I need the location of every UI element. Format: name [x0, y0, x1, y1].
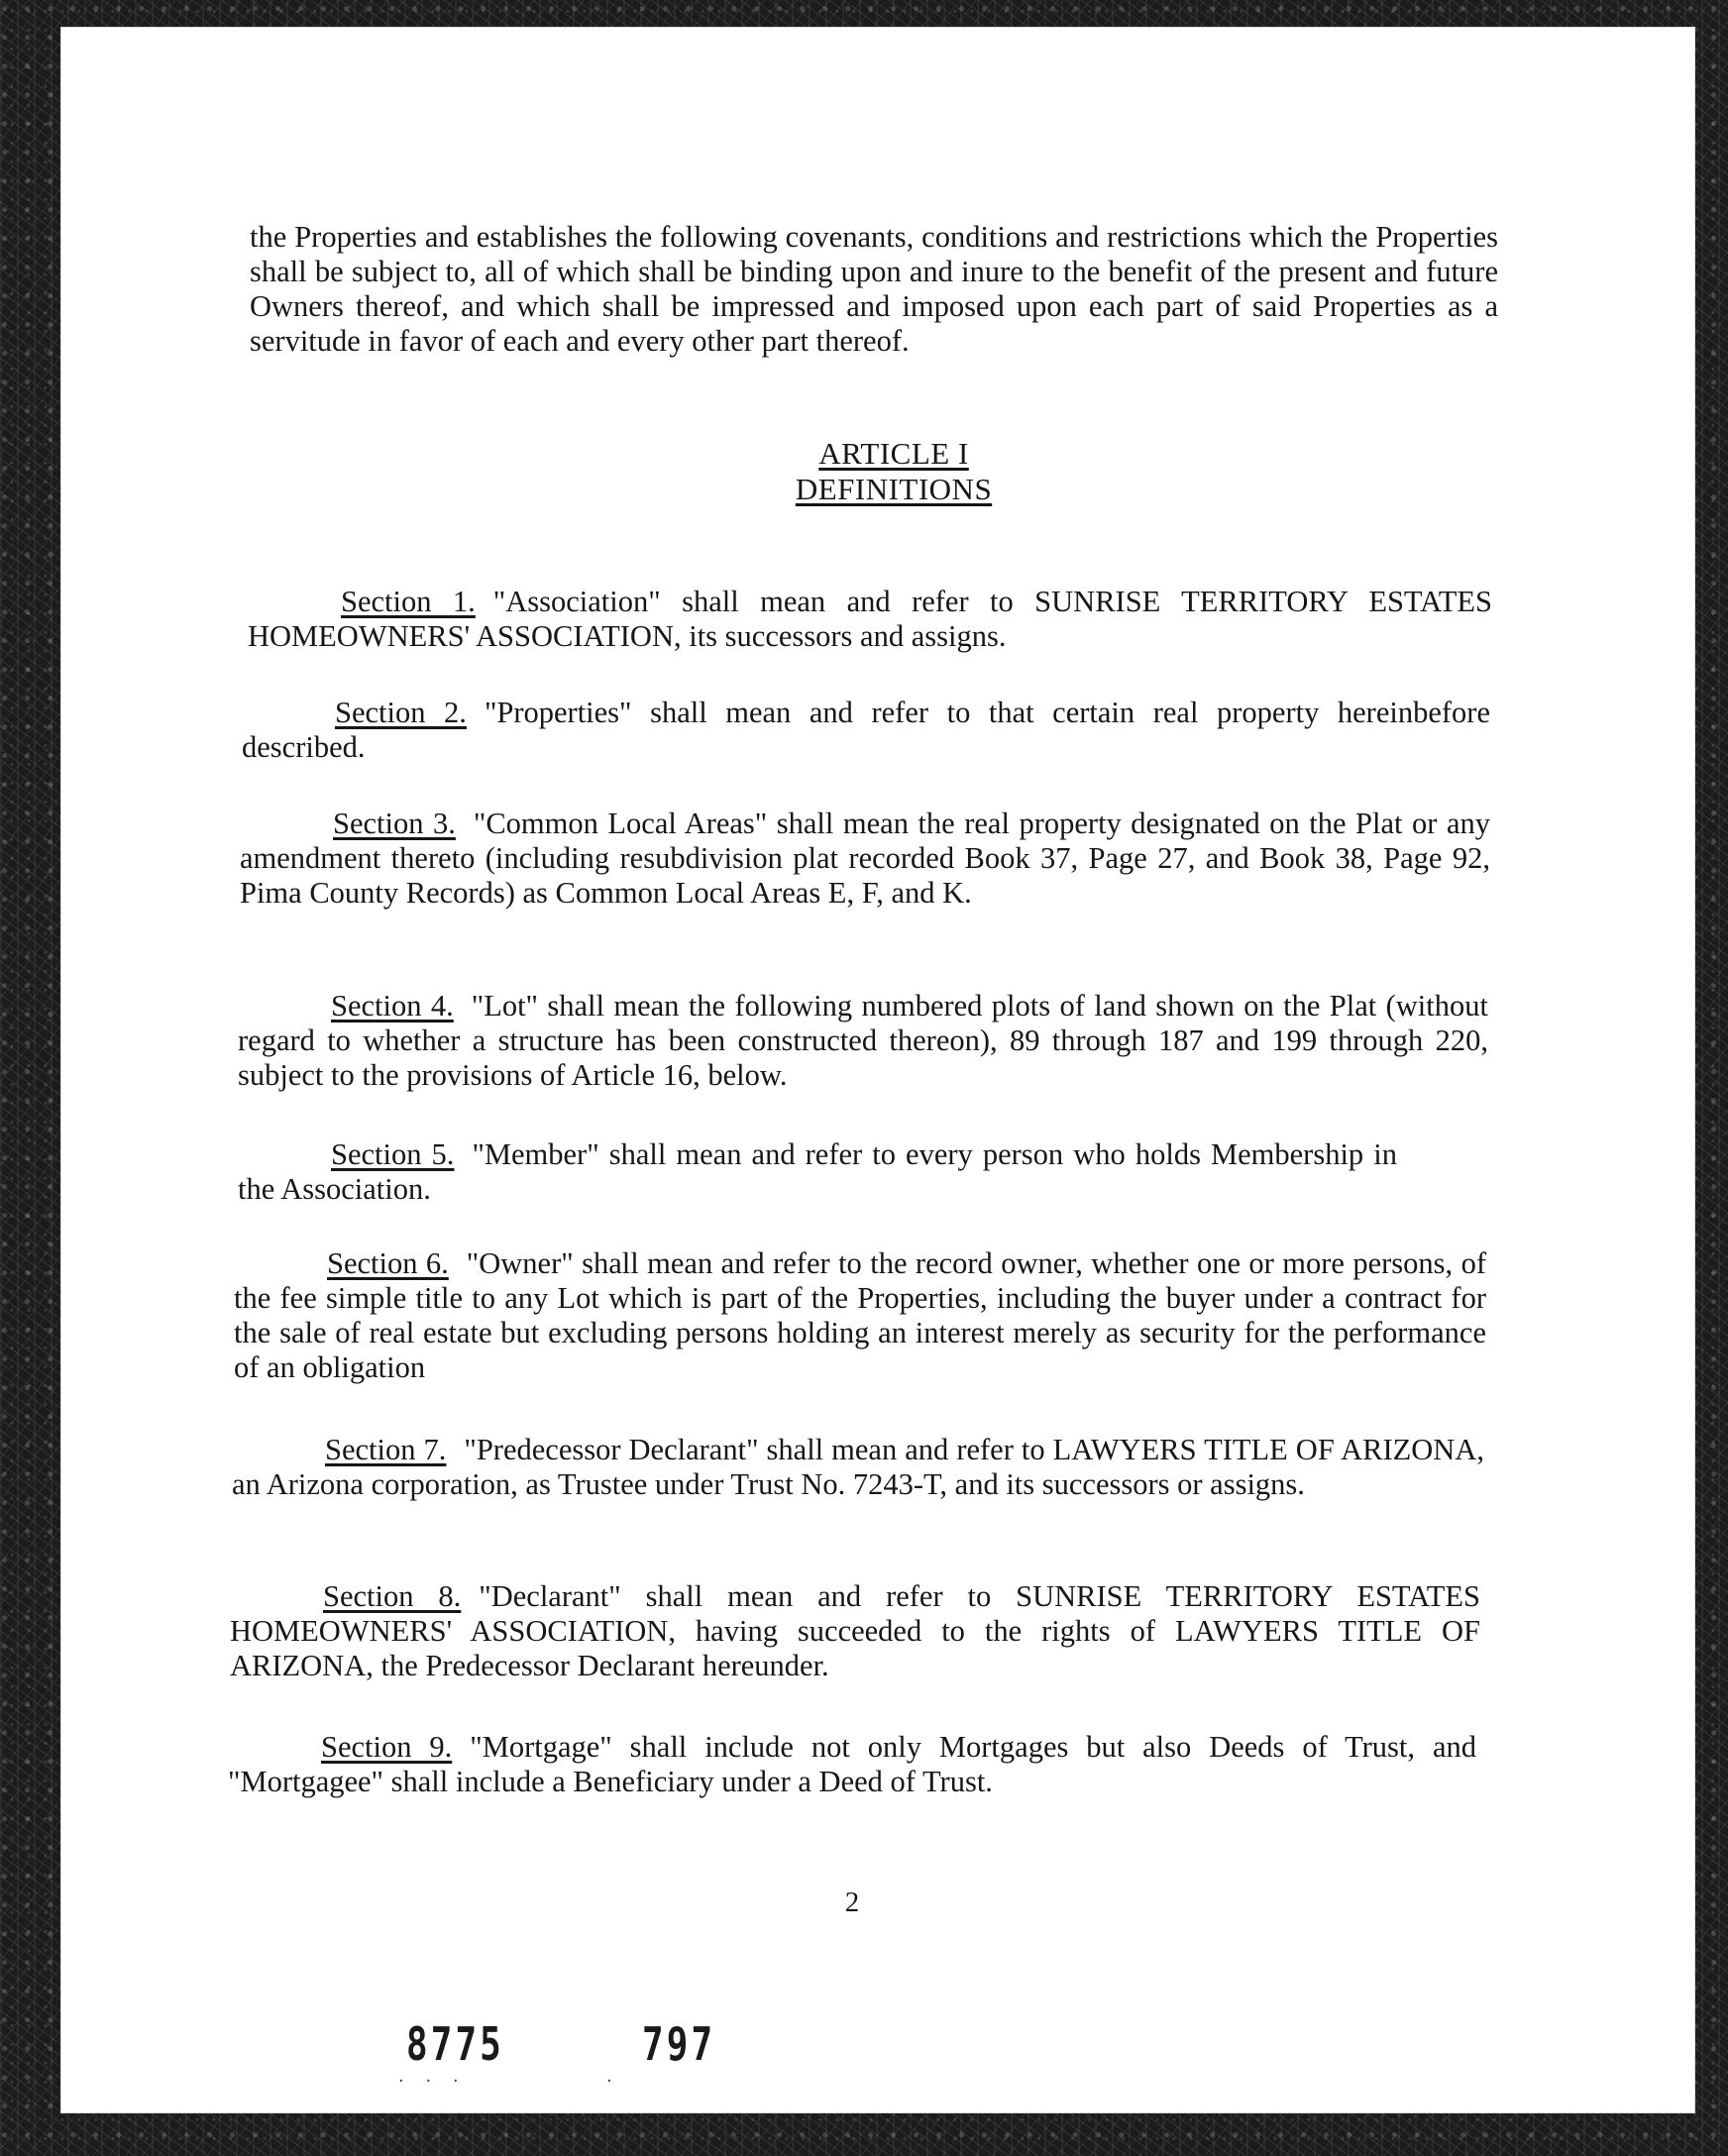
article-number-text: ARTICLE I — [818, 436, 969, 471]
section-9-label: Section 9. — [321, 1730, 453, 1764]
section-3-text: "Common Local Areas" shall mean the real property designated on the Plat or any amendment thereto (including resubdivision plat recorded Book 37, Page 27, and Book 38, Page 92, Pima County Records) as Common Local Areas E, F, and K. — [240, 807, 1490, 910]
section-3 — [240, 807, 1490, 911]
intro-paragraph — [250, 220, 1498, 359]
section-7 — [232, 1433, 1484, 1502]
section-8-text: "Declarant" shall mean and refer to SUNRISE TERRITORY ESTATES HOMEOWNERS' ASSOCIATION, having succeeded to the rights of LAWYERS TITLE OF ARIZONA, the Predecessor Declarant hereunder. — [230, 1579, 1480, 1682]
section-7-text: "Predecessor Declarant" shall mean and refer to LAWYERS TITLE OF ARIZONA, an Arizona corporation, as Trustee under Trust No. 7243-T, and its successors or assigns. — [232, 1433, 1484, 1501]
page-number: 2 — [844, 1886, 860, 1918]
section-8-label: Section 8. — [323, 1579, 462, 1613]
section-1-text: "Association" shall mean and refer to SUNRISE TERRITORY ESTATES HOMEOWNERS' ASSOCIATION, its successors and assigns. — [248, 585, 1492, 653]
section-5-label: Section 5. — [331, 1137, 455, 1171]
section-2 — [242, 696, 1490, 765]
recording-stamp-book: 8775 — [406, 2017, 504, 2071]
article-number — [30, 436, 1728, 472]
recording-stamp-page: 797 — [642, 2017, 716, 2071]
article-title — [30, 472, 1728, 507]
stamp-dots-left: · · · — [398, 2071, 467, 2092]
section-4-label: Section 4. — [331, 989, 454, 1023]
section-5-text: "Member" shall mean and refer to every person who holds Membership in the Association. — [238, 1137, 1397, 1206]
article-title-text: DEFINITIONS — [795, 472, 993, 506]
section-6-label: Section 6. — [327, 1246, 449, 1280]
section-9-text: "Mortgage" shall include not only Mortgages but also Deeds of Trust, and "Mortgagee" shall include a Beneficiary under a Deed of Trust. — [228, 1730, 1476, 1798]
section-5 — [238, 1137, 1397, 1207]
section-3-label: Section 3. — [333, 807, 456, 840]
intro-text: the Properties and establishes the following covenants, conditions and restrictions which the Properties shall be subject to, all of which shall be binding upon and inure to the benefit of the present and future Owners thereof, and which shall be impressed and imposed upon each part of said Properties as a servitude in favor of each and every other part thereof. — [250, 220, 1498, 358]
section-1-label: Section 1. — [341, 585, 476, 618]
section-7-label: Section 7. — [325, 1433, 447, 1466]
section-9 — [228, 1730, 1476, 1799]
section-8 — [230, 1579, 1480, 1683]
section-1 — [248, 585, 1492, 654]
section-2-label: Section 2. — [335, 696, 467, 729]
section-2-text: "Properties" shall mean and refer to that certain real property hereinbefore described. — [242, 696, 1490, 764]
section-6 — [234, 1246, 1486, 1385]
stamp-dots-right: · — [606, 2071, 620, 2092]
section-4-text: "Lot" shall mean the following numbered plots of land shown on the Plat (without regard to whether a structure has been constructed thereon), 89 through 187 and 199 through 220, subject to the provisions of Article 16, below. — [238, 989, 1488, 1092]
section-6-text: "Owner" shall mean and refer to the record owner, whether one or more persons, of the fee simple title to any Lot which is part of the Properties, including the buyer under a contract for the sale of real estate but excluding persons holding an interest merely as security for the performance of an obligation — [234, 1246, 1486, 1384]
section-4 — [238, 989, 1488, 1093]
